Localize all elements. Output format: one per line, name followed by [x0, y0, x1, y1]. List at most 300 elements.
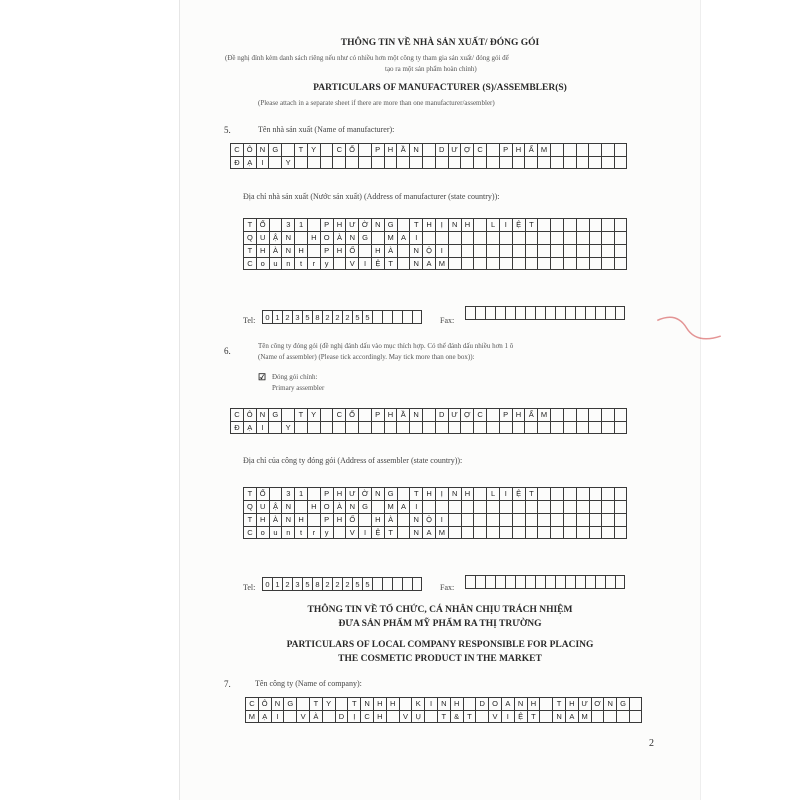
char-box	[397, 218, 410, 231]
char-box	[539, 697, 552, 710]
digit-box: 5	[302, 310, 312, 324]
char-box	[371, 231, 384, 244]
char-box	[589, 244, 602, 257]
digit-box	[575, 306, 585, 320]
char-box	[371, 421, 384, 434]
char-box: Y	[281, 156, 294, 169]
char-box: G	[268, 408, 281, 421]
char-box: Y	[281, 421, 294, 434]
char-box	[601, 231, 614, 244]
char-box: Q	[243, 500, 256, 513]
grid-row	[243, 526, 627, 539]
char-box	[563, 500, 576, 513]
char-box	[614, 487, 627, 500]
char-box: L	[486, 218, 499, 231]
char-box	[512, 257, 525, 270]
char-box	[371, 500, 384, 513]
char-box	[524, 156, 537, 169]
char-box	[601, 218, 614, 231]
char-box	[307, 218, 320, 231]
char-box	[591, 710, 604, 723]
char-box: H	[565, 697, 578, 710]
char-box	[473, 500, 486, 513]
char-box: H	[256, 244, 269, 257]
section-7-number: 7.	[224, 679, 231, 689]
char-box	[358, 156, 371, 169]
digit-box	[465, 306, 475, 320]
responsible-heading-en-1: PARTICULARS OF LOCAL COMPANY RESPONSIBLE FOR PLACING	[286, 640, 594, 650]
char-box	[603, 710, 616, 723]
char-box: G	[358, 500, 371, 513]
char-box: Ộ	[422, 513, 435, 526]
char-box: N	[371, 218, 384, 231]
char-box	[448, 500, 461, 513]
primary-assembler-checkbox[interactable]: ☑	[258, 372, 267, 382]
char-box: O	[488, 697, 501, 710]
char-box: O	[320, 231, 333, 244]
assembler-label-1: Tên công ty đóng gói (đề nghị đánh dấu vào mục thích hợp. Có thể đánh dấu nhiều hơn 1 ô	[258, 342, 514, 350]
char-box: U	[256, 231, 269, 244]
char-box: À	[309, 710, 322, 723]
char-box: H	[527, 697, 540, 710]
char-box: N	[271, 697, 284, 710]
primary-assembler-vn: Đóng gói chính:	[272, 373, 318, 381]
char-box: Ô	[258, 697, 271, 710]
char-box: Ệ	[371, 257, 384, 270]
char-box: H	[512, 408, 525, 421]
char-box	[473, 156, 486, 169]
char-box: I	[435, 513, 448, 526]
char-box: T	[294, 408, 307, 421]
char-box: H	[333, 218, 346, 231]
char-box	[601, 257, 614, 270]
char-box: P	[371, 143, 384, 156]
char-box	[537, 526, 550, 539]
char-box: H	[256, 513, 269, 526]
char-box	[294, 500, 307, 513]
char-box: G	[358, 231, 371, 244]
char-box: M	[245, 710, 258, 723]
char-box	[524, 421, 537, 434]
char-box: H	[461, 218, 474, 231]
digit-box	[605, 306, 615, 320]
primary-assembler-en: Primary assembler	[272, 384, 325, 392]
char-box: N	[256, 143, 269, 156]
char-box	[422, 421, 435, 434]
char-box	[358, 513, 371, 526]
char-box: Ổ	[256, 218, 269, 231]
char-box: M	[537, 143, 550, 156]
grid-row	[243, 244, 627, 257]
char-box	[486, 143, 499, 156]
grid-row	[243, 218, 627, 231]
char-box: Ị	[435, 218, 448, 231]
char-box	[601, 513, 614, 526]
char-box: N	[281, 500, 294, 513]
digit-box: 2	[332, 577, 342, 591]
char-box: N	[371, 487, 384, 500]
char-box	[601, 526, 614, 539]
digit-box	[535, 575, 545, 589]
assembler-address-label: Địa chỉ của công ty đóng gói (Address of assembler (state country)):	[243, 456, 463, 465]
section-6-number: 6.	[224, 346, 231, 356]
char-box	[386, 710, 399, 723]
char-box	[435, 156, 448, 169]
char-box: N	[448, 487, 461, 500]
char-box	[576, 526, 589, 539]
char-box: Ố	[345, 244, 358, 257]
char-box: À	[269, 513, 282, 526]
char-box	[499, 421, 512, 434]
char-box	[499, 244, 512, 257]
tel-label: Tel:	[243, 316, 256, 325]
char-box: T	[243, 244, 256, 257]
char-box: D	[475, 697, 488, 710]
char-box: 1	[294, 487, 307, 500]
char-box	[473, 513, 486, 526]
char-box	[345, 156, 358, 169]
char-box	[614, 244, 627, 257]
tel-label: Tel:	[243, 583, 256, 592]
digit-box: 5	[302, 577, 312, 591]
char-box: M	[537, 408, 550, 421]
assembler-label-2: (Name of assembler) (Please tick accordingly. May tick more than one box)):	[258, 353, 475, 361]
char-box: H	[512, 143, 525, 156]
char-box: T	[243, 487, 256, 500]
char-box: N	[409, 408, 422, 421]
char-box	[460, 421, 473, 434]
char-box	[294, 231, 307, 244]
digit-box	[412, 310, 422, 324]
char-box	[320, 408, 333, 421]
char-box: A	[397, 500, 410, 513]
char-box	[307, 156, 320, 169]
grid-row	[245, 710, 642, 723]
char-box: T	[309, 697, 322, 710]
char-box	[486, 156, 499, 169]
char-box	[525, 257, 538, 270]
char-box: Y	[307, 408, 320, 421]
char-box	[539, 710, 552, 723]
char-box: I	[499, 487, 512, 500]
char-box: D	[435, 408, 448, 421]
char-box	[588, 143, 601, 156]
char-box: y	[320, 526, 333, 539]
char-box	[397, 257, 410, 270]
fax-label: Fax:	[440, 583, 455, 592]
char-box: A	[422, 257, 435, 270]
char-box	[422, 143, 435, 156]
char-box: Ạ	[243, 421, 256, 434]
char-box	[486, 244, 499, 257]
char-box	[448, 513, 461, 526]
char-box	[537, 231, 550, 244]
digit-box	[565, 575, 575, 589]
char-box: C	[332, 408, 345, 421]
digit-box	[505, 306, 515, 320]
char-box	[332, 421, 345, 434]
char-box	[525, 513, 538, 526]
char-box	[525, 244, 538, 257]
char-box: C	[245, 697, 258, 710]
char-box	[269, 487, 282, 500]
char-box	[550, 421, 563, 434]
char-box	[512, 156, 525, 169]
char-box	[499, 513, 512, 526]
char-box	[473, 218, 486, 231]
char-box: Ổ	[345, 408, 358, 421]
scan-margin	[0, 0, 180, 800]
responsible-heading-vn-1: THÔNG TIN VỀ TỔ CHỨC, CÁ NHÂN CHỊU TRÁCH NHIỆM	[307, 605, 573, 615]
char-box: H	[307, 231, 320, 244]
company-name-label: Tên công ty (Name of company):	[255, 679, 362, 688]
char-box	[563, 487, 576, 500]
char-box	[294, 156, 307, 169]
char-box: I	[409, 500, 422, 513]
char-box	[486, 231, 499, 244]
char-box	[601, 143, 614, 156]
char-box	[576, 487, 589, 500]
char-box	[589, 487, 602, 500]
char-box: C	[230, 143, 243, 156]
char-box	[563, 231, 576, 244]
char-box	[358, 244, 371, 257]
responsible-heading-vn-2: ĐƯA SẢN PHẨM MỸ PHẨM RA THỊ TRƯỜNG	[338, 619, 542, 629]
char-box	[486, 408, 499, 421]
char-box: N	[552, 710, 565, 723]
digit-box	[505, 575, 515, 589]
char-box: I	[358, 257, 371, 270]
char-box	[588, 156, 601, 169]
char-box	[550, 500, 563, 513]
char-box: H	[384, 143, 397, 156]
char-box	[461, 231, 474, 244]
char-box: Ệ	[512, 218, 525, 231]
char-box: P	[320, 218, 333, 231]
digit-box	[412, 577, 422, 591]
char-box	[461, 244, 474, 257]
char-box	[576, 143, 589, 156]
char-box: Ẩ	[524, 408, 537, 421]
char-box	[486, 526, 499, 539]
grid-row	[243, 257, 627, 270]
char-box: N	[345, 231, 358, 244]
char-box	[616, 710, 629, 723]
char-box: T	[384, 257, 397, 270]
char-box	[550, 231, 563, 244]
char-box	[576, 513, 589, 526]
digit-box: 3	[292, 577, 302, 591]
fax-grid	[465, 575, 625, 589]
char-box	[512, 526, 525, 539]
char-box: N	[409, 526, 422, 539]
char-box: 3	[281, 487, 294, 500]
char-box: N	[256, 408, 269, 421]
char-box: À	[384, 244, 397, 257]
char-box	[283, 710, 296, 723]
char-box: Ạ	[243, 156, 256, 169]
char-box	[448, 526, 461, 539]
char-box: D	[435, 143, 448, 156]
grid-row	[230, 421, 627, 434]
digit-box	[382, 577, 392, 591]
note-vn-2: tạo ra một sản phẩm hoàn chỉnh)	[385, 65, 477, 73]
char-box	[320, 143, 333, 156]
char-box	[550, 218, 563, 231]
char-box	[601, 500, 614, 513]
char-box	[499, 156, 512, 169]
char-box: T	[243, 513, 256, 526]
char-box: Ợ	[460, 143, 473, 156]
char-box: T	[409, 218, 422, 231]
digit-box	[515, 575, 525, 589]
digit-box	[495, 575, 505, 589]
char-box: C	[243, 257, 256, 270]
char-box: A	[422, 526, 435, 539]
char-box	[589, 218, 602, 231]
char-box	[576, 218, 589, 231]
char-box: À	[269, 244, 282, 257]
char-box	[576, 500, 589, 513]
char-box	[614, 143, 627, 156]
char-box	[384, 156, 397, 169]
grid-row	[230, 143, 627, 156]
char-box: 1	[294, 218, 307, 231]
char-box: Ư	[345, 487, 358, 500]
digit-box	[575, 575, 585, 589]
char-box: Đ	[230, 156, 243, 169]
char-box: C	[230, 408, 243, 421]
char-box	[563, 257, 576, 270]
digit-box: 2	[282, 577, 292, 591]
char-box	[422, 231, 435, 244]
char-box: Ờ	[358, 218, 371, 231]
char-box: Ư	[578, 697, 591, 710]
char-box: T	[527, 710, 540, 723]
manufacturer-address-grid	[243, 218, 627, 270]
char-box: H	[373, 697, 386, 710]
digit-box	[545, 575, 555, 589]
char-box	[537, 244, 550, 257]
char-box	[461, 526, 474, 539]
char-box: Ệ	[514, 710, 527, 723]
digit-box	[465, 575, 475, 589]
char-box	[333, 526, 346, 539]
digit-box	[372, 577, 382, 591]
digit-box: 2	[332, 310, 342, 324]
note-en: (Please attach in a separate sheet if there are more than one manufacturer/assembler)	[258, 99, 495, 107]
char-box: o	[256, 526, 269, 539]
char-box: Ậ	[269, 500, 282, 513]
char-box	[473, 257, 486, 270]
char-box: G	[283, 697, 296, 710]
char-box: Ư	[345, 218, 358, 231]
char-box	[550, 487, 563, 500]
char-box: I	[499, 218, 512, 231]
fax-label: Fax:	[440, 316, 455, 325]
char-box: H	[371, 244, 384, 257]
grid-row	[245, 697, 642, 710]
char-box: H	[294, 513, 307, 526]
char-box: H	[333, 244, 346, 257]
char-box: C	[332, 143, 345, 156]
char-box	[486, 513, 499, 526]
char-box: P	[499, 408, 512, 421]
char-box: H	[294, 244, 307, 257]
assembler-name-grid	[230, 408, 627, 434]
char-box	[307, 487, 320, 500]
char-box: V	[296, 710, 309, 723]
char-box: u	[269, 257, 282, 270]
digit-box: 8	[312, 310, 322, 324]
char-box	[576, 257, 589, 270]
char-box	[307, 513, 320, 526]
char-box: N	[409, 257, 422, 270]
char-box: N	[409, 513, 422, 526]
char-box: H	[461, 487, 474, 500]
char-box: Ậ	[269, 231, 282, 244]
char-box	[614, 218, 627, 231]
char-box	[397, 244, 410, 257]
char-box	[294, 421, 307, 434]
char-box	[461, 257, 474, 270]
digit-box: 5	[362, 577, 372, 591]
char-box	[409, 156, 422, 169]
char-box: N	[345, 500, 358, 513]
heading-vn: THÔNG TIN VỀ NHÀ SẢN XUẤT/ ĐÓNG GÓI	[340, 38, 540, 48]
char-box: n	[281, 257, 294, 270]
char-box	[486, 257, 499, 270]
char-box: I	[358, 526, 371, 539]
char-box: y	[320, 257, 333, 270]
heading-en: PARTICULARS OF MANUFACTURER (S)/ASSEMBLER(S)	[313, 83, 567, 93]
char-box	[499, 257, 512, 270]
digit-box	[595, 306, 605, 320]
char-box	[563, 421, 576, 434]
char-box: Ệ	[371, 526, 384, 539]
char-box	[499, 231, 512, 244]
char-box	[409, 421, 422, 434]
manufacturer-name-grid	[230, 143, 627, 169]
char-box	[601, 156, 614, 169]
char-box: I	[501, 710, 514, 723]
char-box	[563, 513, 576, 526]
char-box	[422, 500, 435, 513]
char-box: &	[450, 710, 463, 723]
char-box	[320, 156, 333, 169]
char-box	[461, 513, 474, 526]
digit-box	[555, 306, 565, 320]
char-box	[435, 421, 448, 434]
digit-box: 2	[342, 310, 352, 324]
digit-box: 3	[292, 310, 302, 324]
char-box	[537, 421, 550, 434]
char-box: H	[422, 218, 435, 231]
digit-box	[565, 306, 575, 320]
char-box	[499, 500, 512, 513]
char-box: K	[411, 697, 424, 710]
char-box	[448, 421, 461, 434]
char-box	[601, 244, 614, 257]
char-box: Ộ	[422, 244, 435, 257]
char-box	[371, 156, 384, 169]
char-box: T	[384, 526, 397, 539]
char-box	[537, 218, 550, 231]
char-box	[486, 421, 499, 434]
digit-box	[495, 306, 505, 320]
char-box: P	[371, 408, 384, 421]
char-box: T	[437, 710, 450, 723]
